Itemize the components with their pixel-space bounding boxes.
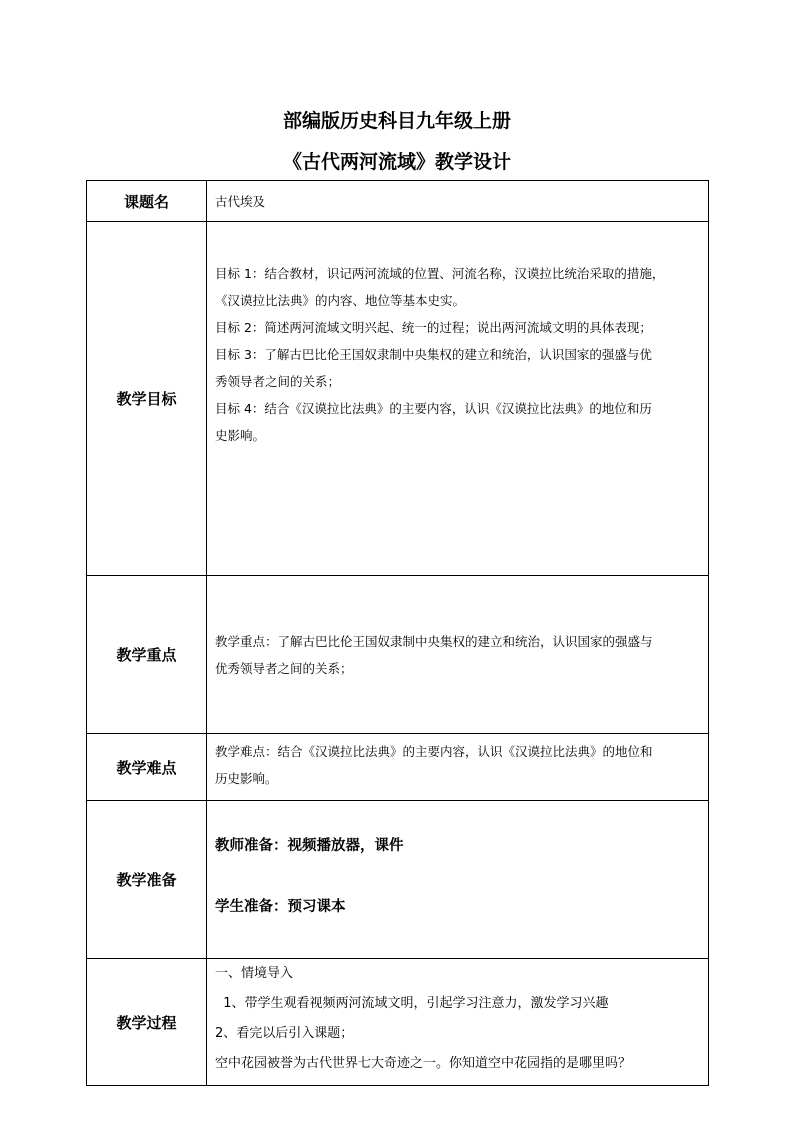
- difficulties-content: [207, 734, 709, 801]
- objective-line: 目标 2：简述两河流域文明兴起、统一的过程；说出两河流域文明的具体表现；: [215, 320, 652, 335]
- key-points-label: 教学重点: [87, 576, 207, 734]
- row-difficulties: [87, 734, 709, 801]
- objective-line: 秀领导者之间的关系；: [215, 374, 341, 389]
- key-point-line: 教学重点：了解古巴比伦王国奴隶制中央集权的建立和统治，认识国家的强盛与: [215, 633, 653, 649]
- objectives-content: [207, 222, 709, 576]
- document-subtitle: 《古代两河流域》教学设计: [282, 151, 511, 173]
- difficulties-label: 教学难点: [87, 734, 207, 801]
- difficulty-line: 教学难点：结合《汉谟拉比法典》的主要内容，认识《汉谟拉比法典》的地位和: [215, 744, 653, 759]
- topic-value: 古代埃及: [207, 181, 709, 222]
- objective-line: 目标 3：了解古巴比伦王国奴隶制中央集权的建立和统治，认识国家的强盛与优: [215, 347, 652, 362]
- difficulty-line: 历史影响。: [215, 771, 278, 786]
- process-line: 2、看完以后引入课题；: [215, 1026, 354, 1041]
- row-process: [87, 959, 709, 1086]
- row-preparation: [87, 801, 709, 959]
- row-objectives: [87, 222, 709, 576]
- row-key-points: [87, 576, 709, 734]
- objective-line: 目标 1：结合教材，识记两河流域的位置、河流名称，汉谟拉比统治采取的措施，: [215, 266, 665, 281]
- objectives-label: 教学目标: [87, 222, 207, 576]
- objective-line: 目标 4：结合《汉谟拉比法典》的主要内容，认识《汉谟拉比法典》的地位和历: [215, 401, 652, 416]
- lesson-plan-table: [86, 180, 709, 1086]
- objective-line: 史影响。: [215, 428, 266, 443]
- process-line: 空中花园被誉为古代世界七大奇迹之一。你知道空中花园指的是哪里吗？: [215, 1056, 632, 1071]
- row-topic: [87, 181, 709, 222]
- process-label: 教学过程: [87, 959, 207, 1086]
- document-title: 部编版历史科目九年级上册: [282, 110, 511, 132]
- topic-label: 课题名: [87, 181, 207, 222]
- preparation-content: [207, 801, 709, 959]
- preparation-label: 教学准备: [87, 801, 207, 959]
- student-preparation: 学生准备：预习课本: [215, 899, 346, 915]
- key-points-content: [207, 576, 709, 734]
- process-line: 一、情境导入: [215, 966, 294, 981]
- objective-line: 《汉谟拉比法典》的内容、地位等基本史实。: [215, 293, 466, 308]
- process-line: 1、带学生观看视频两河流域文明，引起学习注意力，激发学习兴趣: [215, 996, 609, 1011]
- teacher-preparation: 教师准备：视频播放器，课件: [215, 838, 404, 854]
- process-content: [207, 959, 709, 1086]
- key-point-line: 优秀领导者之间的关系；: [215, 660, 353, 676]
